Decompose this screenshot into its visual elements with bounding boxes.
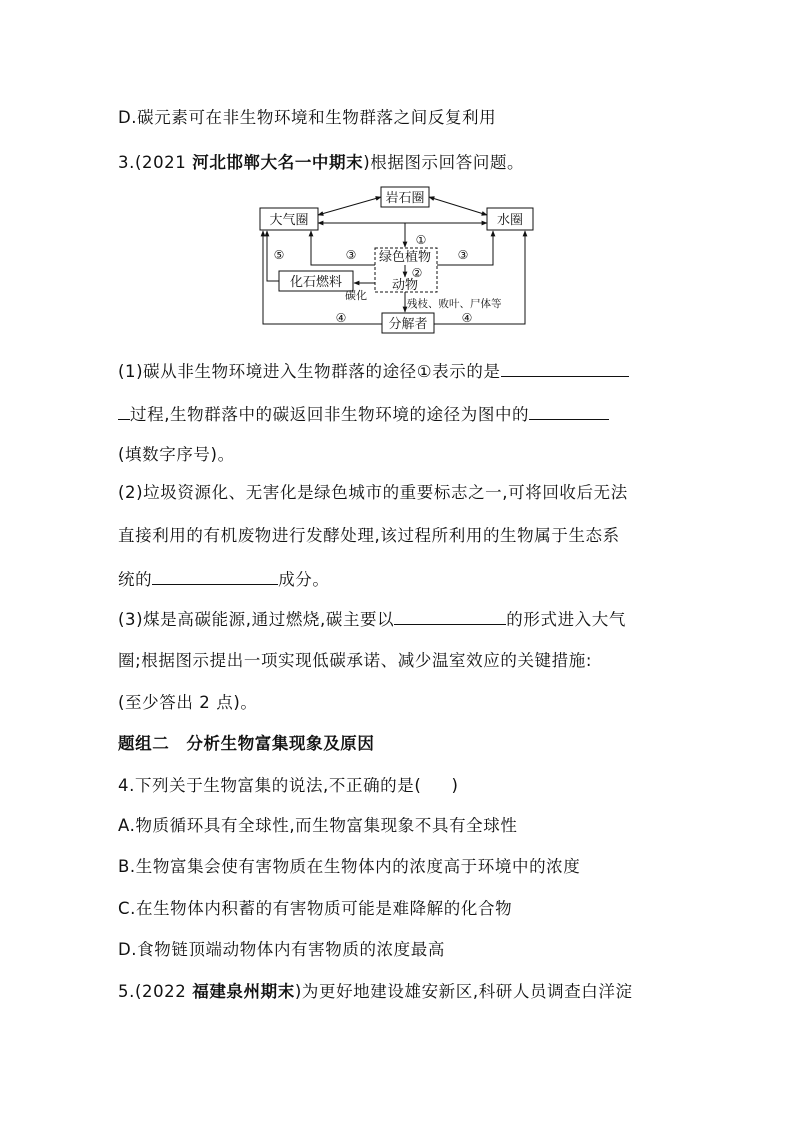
q3-part3-line1 xyxy=(118,606,626,632)
q5-number: 5.(2022 xyxy=(118,982,193,1001)
q3-part2-line3 xyxy=(118,566,330,592)
decomposer-label: 分解者 xyxy=(388,317,428,332)
q3-part1-line1 xyxy=(118,358,629,384)
path-3-right-marker: ③ xyxy=(457,248,469,262)
rock-label: 岩石圈 xyxy=(385,191,425,206)
question-3-stem xyxy=(118,151,524,175)
q4-option-b: B.生物富集会使有害物质在生物体内的浓度高于环境中的浓度 xyxy=(118,857,581,876)
q3-part3-line3: (至少答出 2 点)。 xyxy=(118,693,258,712)
q3-part2-text-2: 成分。 xyxy=(278,570,330,589)
q3-part1-text-2: 过程,生物群落中的碳返回非生物环境的途径为图中的 xyxy=(130,405,530,424)
q3-number: 3.(2021 xyxy=(118,153,193,172)
path-4-left-marker: ④ xyxy=(335,311,347,325)
q3-part3-text: (3)煤是高碳能源,通过燃烧,碳主要以 xyxy=(118,610,395,629)
q3-part3-line2: 圈;根据图示提出一项实现低碳承诺、减少温室效应的关键措施: xyxy=(118,651,593,670)
residue-label: 残枝、败叶、尸体等 xyxy=(407,298,502,310)
q3-part2-line2: 直接利用的有机废物进行发酵处理,该过程所利用的生物属于生态系 xyxy=(118,526,620,545)
animals-label: 动物 xyxy=(391,278,419,293)
q4-option-a: A.物质循环具有全球性,而生物富集现象不具有全球性 xyxy=(118,816,518,835)
q4-option-c: C.在生物体内积蓄的有害物质可能是难降解的化合物 xyxy=(118,899,513,918)
carbonize-label: 碳化 xyxy=(345,289,367,302)
path-3-left-marker: ③ xyxy=(345,248,357,262)
answer-blank-3[interactable] xyxy=(152,566,278,585)
path-4-right-marker: ④ xyxy=(461,311,473,325)
q5-text: )为更好地建设雄安新区,科研人员调查白洋淀 xyxy=(294,982,633,1001)
fossil-label: 化石燃料 xyxy=(289,275,343,290)
answer-blank-4[interactable] xyxy=(394,606,506,625)
answer-blank-1[interactable] xyxy=(501,358,629,377)
q5-source: 福建泉州期末 xyxy=(192,982,295,1001)
q3-part1-line2 xyxy=(118,401,609,427)
path-1-marker: ① xyxy=(415,233,427,247)
water-label: 水圈 xyxy=(496,213,524,228)
q3-part2-text: 统的 xyxy=(118,570,153,589)
group-2-heading: 题组二 分析生物富集现象及原因 xyxy=(118,734,375,753)
q3-part2-line1: (2)垃圾资源化、无害化是绿色城市的重要标志之一,可将回收后无法 xyxy=(118,483,628,502)
plants-label: 绿色植物 xyxy=(378,250,432,265)
path-5-marker: ⑤ xyxy=(273,248,285,262)
q4-text: 4.下列关于生物富集的说法,不正确的是( xyxy=(118,776,422,795)
path-2-marker: ② xyxy=(411,266,423,280)
question-4-stem xyxy=(118,774,458,798)
q4-text-close: ) xyxy=(451,776,459,795)
q3-part1-text: (1)碳从非生物环境进入生物群落的途径①表示的是 xyxy=(118,362,501,381)
q3-source: 河北邯郸大名一中期末 xyxy=(192,153,364,172)
atmosphere-label: 大气圈 xyxy=(269,213,309,228)
answer-blank-2[interactable] xyxy=(529,401,609,420)
q4-option-d: D.食物链顶端动物体内有害物质的浓度最高 xyxy=(118,940,445,959)
q3-part3-text-2: 的形式进入大气 xyxy=(506,610,626,629)
option-d-line: D.碳元素可在非生物环境和生物群落之间反复利用 xyxy=(118,108,497,127)
q3-text: )根据图示回答问题。 xyxy=(363,153,525,172)
carbon-cycle-diagram xyxy=(255,183,545,339)
answer-blank-1-cont[interactable] xyxy=(118,401,130,420)
question-5-stem xyxy=(118,980,633,1004)
q3-part1-line3: (填数字序号)。 xyxy=(118,445,235,464)
